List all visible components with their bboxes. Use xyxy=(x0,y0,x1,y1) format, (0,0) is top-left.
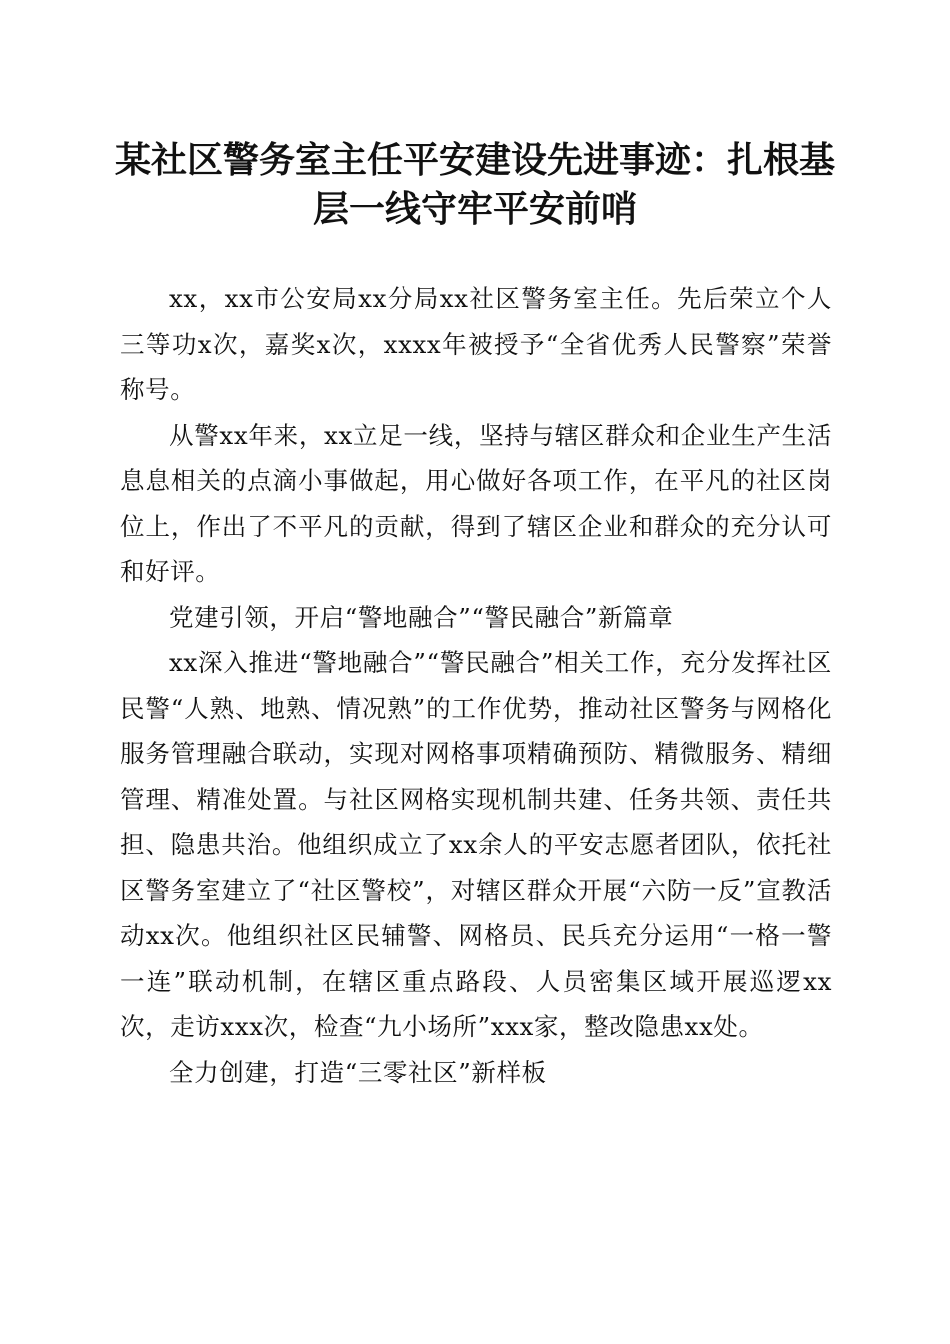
document-title xyxy=(110,136,840,234)
document-body xyxy=(120,276,832,1095)
section-heading-three-zero: 全力创建，打造“三零社区”新样板 xyxy=(169,1057,547,1087)
paragraph-intro: xx，xx市公安局xx分局xx社区警务室主任。先后荣立个人三等功x次，嘉奖x次，xxxx年被授予“全省优秀人民警察”荣誉称号。 xyxy=(120,284,832,404)
section-heading-party-building: 党建引领，开启“警地融合”“警民融合”新篇章 xyxy=(169,602,674,632)
paragraph-career: 从警xx年来，xx立足一线，坚持与辖区群众和企业生产生活息息相关的点滴小事做起，用心做好各项工作，在平凡的社区岗位上，作出了不平凡的贡献，得到了辖区企业和群众的充分认可和好评。 xyxy=(120,420,832,586)
paragraph-integration: xx深入推进“警地融合”“警民融合”相关工作，充分发挥社区民警“人熟、地熟、情况熟”的工作优势，推动社区警务与网格化服务管理融合联动，实现对网格事项精确预防、精微服务、精细管理、精准处置。与社区网格实现机制共建、任务共领、责任共担、隐患共治。他组织成立了xx余人的平安志愿者团队，依托社区警务室建立了“社区警校”，对辖区群众开展“六防一反”宣教活动xx次。他组织社区民辅警、网格员、民兵充分运用“一格一警一连”联动机制，在辖区重点路段、人员密集区域开展巡逻xx次，走访xxx次，检查“九小场所”xxx家，整改隐患xx处。 xyxy=(120,648,832,1041)
title-line-1: 某社区警务室主任平安建设先进事迹：扎根基 xyxy=(114,139,835,181)
title-line-2: 层一线守牢平安前哨 xyxy=(312,188,637,230)
